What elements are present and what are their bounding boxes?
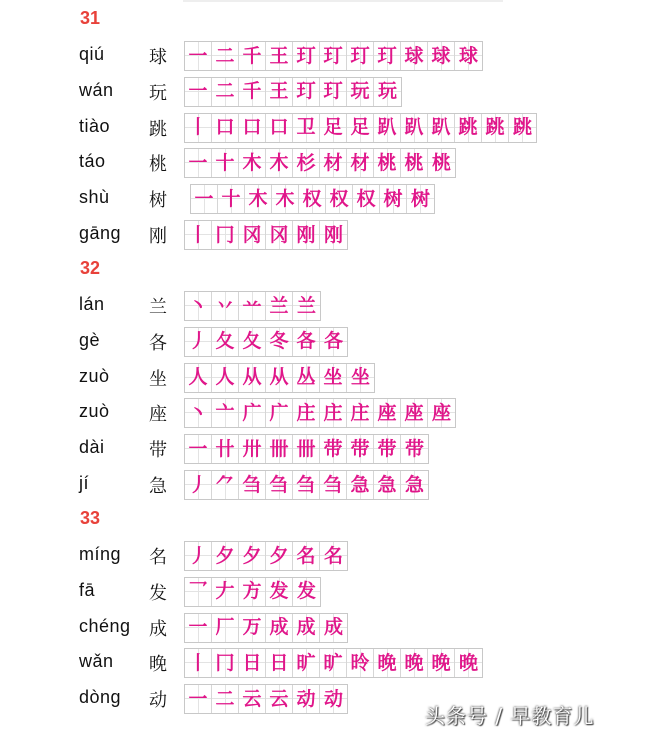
stroke-step-cell: 玩 <box>347 78 374 106</box>
stroke-step-cell: 权 <box>299 185 326 213</box>
stroke-order-grid <box>184 41 483 71</box>
watermark: 头条号 / 早教育儿 <box>425 704 595 728</box>
stroke-step-cell: 杉 <box>293 149 320 177</box>
stroke-step-cell: 丿 <box>185 471 212 499</box>
stroke-step-cell: 丷 <box>212 292 239 320</box>
stroke-order-grid <box>184 613 348 643</box>
stroke-step-cell: 晚 <box>455 649 482 677</box>
stroke-step-cell: 夂 <box>239 328 266 356</box>
pinyin-label: dài <box>79 437 105 458</box>
pinyin-label: wán <box>79 79 114 100</box>
stroke-step-cell: 云 <box>239 685 266 713</box>
stroke-step-cell: 一 <box>185 435 212 463</box>
character-row <box>0 540 661 570</box>
character-label: 跳 <box>149 118 167 140</box>
pinyin-label: shù <box>79 187 110 208</box>
stroke-step-cell: 丿 <box>185 328 212 356</box>
stroke-step-cell: 树 <box>380 185 407 213</box>
stroke-step-cell: 冈 <box>239 221 266 249</box>
stroke-order-grid <box>184 77 402 107</box>
stroke-step-cell: 各 <box>293 328 320 356</box>
stroke-step-cell: 座 <box>428 399 455 427</box>
stroke-step-cell: 桃 <box>428 149 455 177</box>
pinyin-label: gè <box>79 329 101 350</box>
stroke-step-cell: 发 <box>266 578 293 606</box>
stroke-step-cell: 昤 <box>347 649 374 677</box>
stroke-step-cell: 刍 <box>293 471 320 499</box>
stroke-step-cell: 庄 <box>320 399 347 427</box>
stroke-step-cell: 厂 <box>212 614 239 642</box>
stroke-step-cell: 木 <box>272 185 299 213</box>
character-label: 发 <box>149 582 167 604</box>
section-number: 32 <box>80 258 101 278</box>
pinyin-label: míng <box>79 544 122 564</box>
character-row <box>0 362 661 392</box>
stroke-step-cell: 座 <box>401 399 428 427</box>
stroke-step-cell: 玎 <box>293 42 320 70</box>
stroke-step-cell: 二 <box>212 78 239 106</box>
stroke-step-cell: 旷 <box>293 649 320 677</box>
stroke-step-cell: 口 <box>212 114 239 142</box>
stroke-step-cell: 木 <box>239 149 266 177</box>
section-number: 33 <box>80 508 101 528</box>
stroke-step-cell: 刍 <box>239 471 266 499</box>
stroke-step-cell: 十 <box>218 185 245 213</box>
stroke-step-cell: 一 <box>185 685 212 713</box>
stroke-step-cell: 带 <box>320 435 347 463</box>
stroke-step-cell: 卫 <box>293 114 320 142</box>
stroke-order-grid <box>184 648 483 678</box>
stroke-step-cell: 十 <box>212 149 239 177</box>
stroke-step-cell: 一 <box>185 78 212 106</box>
character-row <box>0 647 661 677</box>
character-label: 桃 <box>149 154 167 176</box>
character-label: 晚 <box>149 654 167 676</box>
stroke-step-cell: 权 <box>353 185 380 213</box>
stroke-step-cell: 名 <box>320 542 347 570</box>
stroke-step-cell: 晚 <box>374 649 401 677</box>
stroke-step-cell: 足 <box>320 114 347 142</box>
stroke-step-cell: 丶 <box>185 399 212 427</box>
stroke-step-cell: 刍 <box>266 471 293 499</box>
stroke-step-cell: 二 <box>212 42 239 70</box>
stroke-step-cell: 冈 <box>266 221 293 249</box>
character-label: 名 <box>149 547 167 568</box>
character-row <box>0 112 661 142</box>
character-row <box>0 219 661 249</box>
stroke-step-cell: 趴 <box>428 114 455 142</box>
stroke-step-cell: 丨 <box>185 114 212 142</box>
character-row <box>0 469 661 499</box>
stroke-step-cell: 一 <box>185 42 212 70</box>
pinyin-label: qiú <box>79 44 105 64</box>
stroke-step-cell: 玎 <box>374 42 401 70</box>
stroke-step-cell: 丨 <box>185 221 212 249</box>
character-row <box>0 183 661 213</box>
stroke-step-cell: 𠂇 <box>212 578 239 606</box>
stroke-step-cell: 急 <box>401 471 428 499</box>
stroke-step-cell: 成 <box>320 614 347 642</box>
stroke-order-grid <box>184 684 348 714</box>
stroke-step-cell: 王 <box>266 42 293 70</box>
stroke-step-cell: 夂 <box>212 328 239 356</box>
stroke-step-cell: 成 <box>266 614 293 642</box>
character-label: 球 <box>149 47 167 68</box>
stroke-step-cell: 晚 <box>401 649 428 677</box>
pinyin-label: zuò <box>79 401 110 422</box>
stroke-step-cell: 刍 <box>320 471 347 499</box>
stroke-step-cell: ⺈ <box>212 471 239 499</box>
stroke-step-cell: 玎 <box>320 78 347 106</box>
stroke-order-grid <box>184 470 429 500</box>
stroke-step-cell: 球 <box>428 42 455 70</box>
stroke-step-cell: 急 <box>347 471 374 499</box>
stroke-step-cell: 二 <box>212 685 239 713</box>
pinyin-label: tiào <box>79 115 111 136</box>
stroke-step-cell: 千 <box>239 78 266 106</box>
stroke-step-cell: 兰 <box>266 292 293 320</box>
stroke-step-cell: 夕 <box>239 542 266 570</box>
character-label: 各 <box>149 332 167 354</box>
character-row <box>0 326 661 356</box>
pinyin-label: táo <box>79 151 106 172</box>
stroke-order-grid <box>184 291 321 321</box>
stroke-step-cell: 夕 <box>266 542 293 570</box>
stroke-step-cell: 玎 <box>293 78 320 106</box>
character-row <box>0 576 661 606</box>
character-label: 成 <box>149 618 167 640</box>
stroke-step-cell: 名 <box>293 542 320 570</box>
stroke-step-cell: 跳 <box>509 114 536 142</box>
stroke-step-cell: 各 <box>320 328 347 356</box>
stroke-step-cell: 兰 <box>293 292 320 320</box>
stroke-step-cell: 卅 <box>239 435 266 463</box>
stroke-step-cell: 日 <box>266 649 293 677</box>
stroke-step-cell: 丨 <box>185 649 212 677</box>
stroke-step-cell: 带 <box>401 435 428 463</box>
stroke-step-cell: 口 <box>266 114 293 142</box>
stroke-order-grid <box>184 113 537 143</box>
stroke-step-cell: 王 <box>266 78 293 106</box>
stroke-step-cell: 发 <box>293 578 320 606</box>
character-label: 兰 <box>149 297 167 318</box>
stroke-step-cell: 丛 <box>293 364 320 392</box>
stroke-order-grid <box>184 398 456 428</box>
stroke-step-cell: 刚 <box>320 221 347 249</box>
stroke-step-cell: 材 <box>347 149 374 177</box>
stroke-step-cell: 卌 <box>293 435 320 463</box>
section-number: 31 <box>80 8 101 28</box>
stroke-step-cell: 从 <box>239 364 266 392</box>
stroke-step-cell: 桃 <box>401 149 428 177</box>
stroke-step-cell: 球 <box>455 42 482 70</box>
stroke-order-grid <box>184 148 456 178</box>
top-divider <box>183 0 503 2</box>
stroke-step-cell: 跳 <box>482 114 509 142</box>
character-row <box>0 290 661 320</box>
stroke-order-grid <box>184 220 348 250</box>
stroke-step-cell: 卌 <box>266 435 293 463</box>
stroke-step-cell: 从 <box>266 364 293 392</box>
character-row <box>0 397 661 427</box>
stroke-step-cell: 冂 <box>212 649 239 677</box>
stroke-step-cell: 一 <box>185 614 212 642</box>
stroke-step-cell: 亠 <box>212 399 239 427</box>
stroke-order-grid <box>184 327 348 357</box>
stroke-step-cell: 晚 <box>428 649 455 677</box>
stroke-step-cell: 急 <box>374 471 401 499</box>
stroke-step-cell: 桃 <box>374 149 401 177</box>
character-row <box>0 612 661 642</box>
stroke-step-cell: 趴 <box>374 114 401 142</box>
stroke-step-cell: 玎 <box>320 42 347 70</box>
stroke-step-cell: 材 <box>320 149 347 177</box>
character-label: 树 <box>149 190 167 212</box>
stroke-step-cell: 球 <box>401 42 428 70</box>
stroke-step-cell: 日 <box>239 649 266 677</box>
character-label: 急 <box>149 476 167 497</box>
stroke-step-cell: 人 <box>185 364 212 392</box>
stroke-step-cell: 旷 <box>320 649 347 677</box>
pinyin-label: jí <box>79 473 89 493</box>
stroke-step-cell: 一 <box>185 149 212 177</box>
character-label: 玩 <box>149 82 167 104</box>
stroke-step-cell: 权 <box>326 185 353 213</box>
stroke-step-cell: 广 <box>266 399 293 427</box>
stroke-step-cell: 丶 <box>185 292 212 320</box>
stroke-step-cell: 动 <box>320 685 347 713</box>
stroke-step-cell: 庄 <box>347 399 374 427</box>
stroke-step-cell: 方 <box>239 578 266 606</box>
stroke-step-cell: 广 <box>239 399 266 427</box>
character-label: 动 <box>149 690 167 712</box>
pinyin-label: gāng <box>79 223 122 243</box>
stroke-step-cell: 夕 <box>212 542 239 570</box>
stroke-step-cell: 刚 <box>293 221 320 249</box>
stroke-step-cell: 丿 <box>185 542 212 570</box>
character-row <box>0 147 661 177</box>
stroke-step-cell: 坐 <box>320 364 347 392</box>
stroke-step-cell: 跳 <box>455 114 482 142</box>
stroke-step-cell: 冂 <box>212 221 239 249</box>
stroke-step-cell: 人 <box>212 364 239 392</box>
stroke-step-cell: 坐 <box>347 364 374 392</box>
stroke-step-cell: 冬 <box>266 328 293 356</box>
stroke-step-cell: 千 <box>239 42 266 70</box>
stroke-step-cell: 玎 <box>347 42 374 70</box>
character-row <box>0 433 661 463</box>
character-label: 座 <box>149 404 167 426</box>
stroke-order-grid <box>184 434 429 464</box>
stroke-step-cell: 动 <box>293 685 320 713</box>
stroke-step-cell: 万 <box>239 614 266 642</box>
stroke-step-cell: 玩 <box>374 78 401 106</box>
stroke-step-cell: 足 <box>347 114 374 142</box>
stroke-step-cell: 一 <box>191 185 218 213</box>
stroke-step-cell: 云 <box>266 685 293 713</box>
pinyin-label: chéng <box>79 615 131 636</box>
stroke-order-grid <box>190 184 435 214</box>
stroke-step-cell: 䒑 <box>239 292 266 320</box>
stroke-step-cell: 庄 <box>293 399 320 427</box>
character-row <box>0 76 661 106</box>
stroke-order-grid <box>184 363 375 393</box>
stroke-step-cell: 口 <box>239 114 266 142</box>
stroke-step-cell: 树 <box>407 185 434 213</box>
stroke-step-cell: 带 <box>374 435 401 463</box>
pinyin-label: lán <box>79 294 105 314</box>
stroke-step-cell: 木 <box>245 185 272 213</box>
stroke-order-grid <box>184 577 321 607</box>
pinyin-label: fā <box>79 579 96 600</box>
stroke-step-cell: 趴 <box>401 114 428 142</box>
stroke-step-cell: 座 <box>374 399 401 427</box>
stroke-step-cell: 木 <box>266 149 293 177</box>
character-label: 坐 <box>149 368 167 390</box>
pinyin-label: zuò <box>79 365 110 386</box>
stroke-step-cell: 带 <box>347 435 374 463</box>
stroke-step-cell: 卄 <box>212 435 239 463</box>
character-label: 刚 <box>149 226 167 247</box>
stroke-step-cell: 乛 <box>185 578 212 606</box>
character-row <box>0 40 661 70</box>
pinyin-label: wǎn <box>79 651 114 672</box>
stroke-step-cell: 成 <box>293 614 320 642</box>
pinyin-label: dòng <box>79 687 122 708</box>
stroke-order-grid <box>184 541 348 571</box>
character-label: 带 <box>149 440 167 462</box>
